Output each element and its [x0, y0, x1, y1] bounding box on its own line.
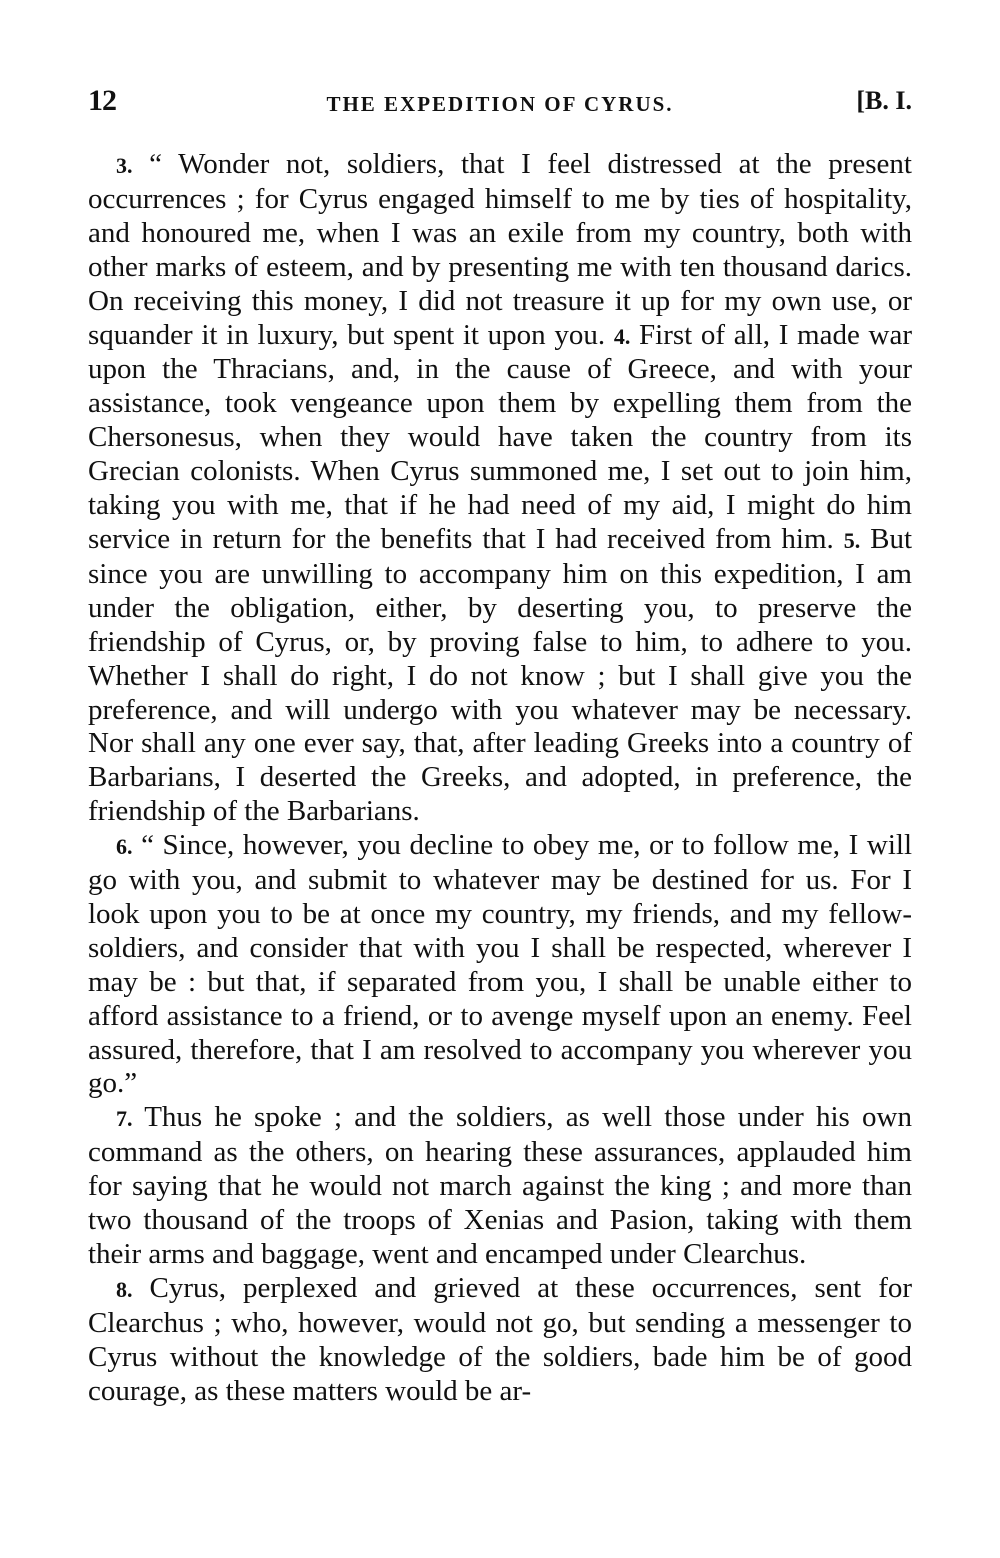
paragraph-text: Thus he spoke ; and the soldiers, as well those under his own command as the others, on hearing these assurances, applauded him for saying that he would not march against the king ; and more than two thousand of the troops of Xenias and Pasion, taking with them their arms and baggage, went and encamped under Clearchus. [88, 1101, 912, 1270]
paragraph-7 [88, 1101, 912, 1272]
paragraph-text: Cyrus, perplexed and grieved at these occurrences, sent for Clearchus ; who, however, would not go, but sending a messenger to Cyrus without the knowledge of the soldiers, bade him be of good courage, as these matters would be ar- [88, 1271, 913, 1407]
paragraph-text: First of all, I made war upon the Thracians, and, in the cause of Greece, and with your assistance, took vengeance upon them by expelling them from the Chersonesus, when they would have taken the country from its Grecian colonists. When Cyrus summoned me, I set out to join him, taking you with me, that if he had need of my aid, I might do him service in return for the benefits that I had received from him. [88, 318, 913, 555]
section-number: 8. [116, 1276, 133, 1302]
paragraph-text: “ Since, however, you decline to obey me, or to follow me, I will go with you, and submit to whatever may be destined for us. For I look upon you to be at once my country, my friends, and my fellow-soldiers, and consider that with you I shall be respected, wherever I may be : but that, if separated from you, I shall be unable either to afford assistance to a friend, or to avenge myself upon an enemy. Feel assured, therefore, that I am resolved to accompany you wherever you go.” [88, 829, 912, 1100]
section-number: 3. [116, 153, 133, 178]
running-head [88, 84, 912, 128]
paragraph-text: “ Wonder not, soldiers, that I feel distressed at the present occurrences ; for Cyrus engaged himself to me by ties of hospitality, and honoured me, when I was an exile from my country, both with other marks of esteem, and by presenting me with ten thousand darics. On receiving this money, I did not treasure it up for my own use, or squander it in luxury, but spent it upon you. [88, 148, 912, 351]
paragraph-8 [88, 1272, 912, 1409]
paragraph-3 [88, 148, 912, 829]
paragraph-text: But since you are unwilling to accompany him on this expedition, I am under the obligation, either, by deserting you, to preserve the friendship of Cyrus, or, by proving false to him, to adhere to you. Whether I shall do right, I do not know ; but I shall give you the preference, and will undergo with you whatever may be necessary. Nor shall any one ever say, that, after leading Greeks into a country of Barbarians, I deserted the Greeks, and adopted, in preference, the friendship of the Barbarians. [88, 522, 913, 828]
book-reference: [B. I. [856, 86, 912, 115]
page-number: 12 [88, 84, 116, 117]
section-number: 4. [613, 323, 631, 349]
section-number: 5. [843, 527, 861, 553]
section-number: 6. [116, 834, 133, 860]
running-title: THE EXPEDITION OF CYRUS. [326, 92, 674, 116]
section-number: 7. [116, 1106, 133, 1132]
body-text [88, 148, 912, 1409]
paragraph-6 [88, 829, 912, 1101]
